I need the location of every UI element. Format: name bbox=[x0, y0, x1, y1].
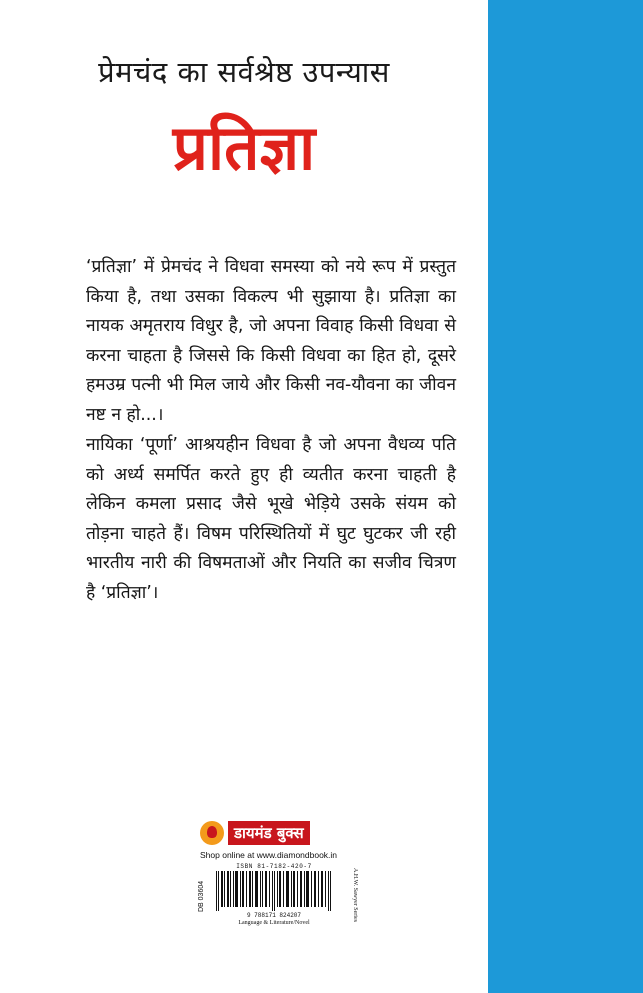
isbn-line: ISBN 81-7182-420-7 bbox=[236, 863, 312, 870]
publisher-logo-text: डायमंड बुक्स bbox=[228, 821, 310, 845]
spine-band bbox=[488, 0, 643, 993]
publisher-block bbox=[198, 820, 358, 929]
barcode-digits: 9 788171 824207 bbox=[246, 912, 301, 919]
publisher-logo bbox=[200, 820, 350, 846]
series-line: प्रेमचंद का सर्वश्रेष्ठ उपन्यास bbox=[98, 55, 390, 89]
barcode bbox=[214, 871, 334, 911]
barcode-area bbox=[198, 863, 358, 929]
diamond-books-logo-icon bbox=[200, 821, 224, 845]
series-name: A.H.W. Sawyer Series bbox=[352, 868, 358, 922]
book-title: प्रतिज्ञा bbox=[172, 111, 316, 184]
category-line: Language & Literature/Novel bbox=[238, 920, 310, 926]
blurb-paragraph-2: नायिका ‘पूर्णा’ आश्रयहीन विधवा है जो अपना वैधव्य पति को अर्ध्य समर्पित करते हुए ही व्यतीत करना चाहती है लेकिन कमला प्रसाद जैसे भूखे भेड़िये उसके संयम को तोड़ना चाहते हैं। विषम परिस्थितियों में घुट घुटकर जी रही भारतीय नारी की विषमताओं और नियति का सजीव चित्रण है ‘प्रतिज्ञा’। bbox=[86, 435, 456, 603]
blurb-paragraph-1: ‘प्रतिज्ञा’ में प्रेमचंद ने विधवा समस्या को नये रूप में प्रस्तुत किया है, तथा उसका विकल्प भी सुझाया है। प्रतिज्ञा का नायक अमृतराय विधुर है, जो अपना विवाह किसी विधवा से करना चाहता है जिससे कि किसी विधवा का हित हो, दूसरे हमउम्र पत्नी भी मिल जाये और किसी नव-यौवना का जीवन नष्ट न हो...। bbox=[86, 257, 456, 425]
product-code: DB 03604 bbox=[198, 880, 205, 912]
shop-online-line: Shop online at www.diamondbook.in bbox=[200, 850, 338, 860]
